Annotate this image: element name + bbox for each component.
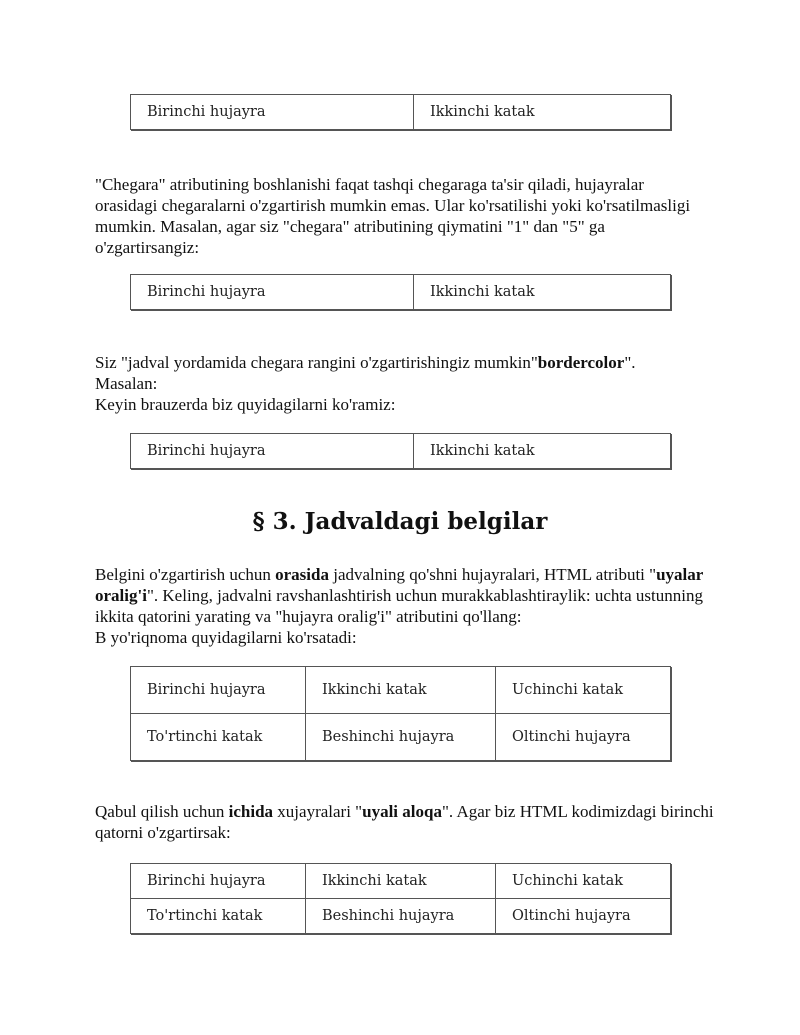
example-table-2	[130, 274, 671, 310]
table-row	[131, 899, 671, 934]
table-cell: Birinchi hujayra	[131, 275, 414, 310]
table-cell: Ikkinchi katak	[414, 275, 671, 310]
paragraph-border-attribute: "Chegara" atributining boshlanishi faqat tashqi chegaraga ta'sir qiladi, hujayralar orasidagi chegaralarni o'zgartirish mumkin emas. Ular ko'rsatilishi yoki ko'rsatilmasligi mumkin. Masalan, agar siz "chegara" atributining qiymatini "1" dan "5" ga o'zgartirsangiz:	[95, 175, 691, 257]
table-cell: Uchinchi katak	[496, 864, 671, 899]
table-cell: Uchinchi katak	[496, 667, 671, 714]
example-table-4	[130, 666, 671, 761]
table-row	[131, 864, 671, 899]
table-cell: Birinchi hujayra	[131, 434, 414, 469]
table-cell: Ikkinchi katak	[414, 434, 671, 469]
section-heading: § 3. Jadvaldagi belgilar	[252, 508, 548, 535]
table-cell: To'rtinchi katak	[131, 714, 306, 761]
table-cell: Oltinchi hujayra	[496, 714, 671, 761]
table-cell: Oltinchi hujayra	[496, 899, 671, 934]
example-table-3	[130, 433, 671, 469]
table-row	[131, 434, 671, 469]
paragraph-cellpadding: Qabul qilish uchun ichida xujayralari "uyali aloqa". Agar biz HTML kodimizdagi birinchi qatorni o'zgartirsak:	[95, 802, 714, 842]
table-cell: Ikkinchi katak	[306, 864, 496, 899]
table-cell: Ikkinchi katak	[414, 95, 671, 130]
table-cell: Birinchi hujayra	[131, 864, 306, 899]
table-cell: Birinchi hujayra	[131, 95, 414, 130]
bold-term: bordercolor	[537, 353, 625, 372]
table-cell: Beshinchi hujayra	[306, 714, 496, 761]
table-row	[131, 275, 671, 310]
example-table-1	[130, 94, 671, 130]
table-cell: Birinchi hujayra	[131, 667, 306, 714]
table-cell: To'rtinchi katak	[131, 899, 306, 934]
table-cell: Beshinchi hujayra	[306, 899, 496, 934]
bold-term: orasida	[275, 565, 329, 584]
paragraph-bordercolor: Siz "jadval yordamida chegara rangini o'zgartirishingiz mumkin"bordercolor". Masalan: Keyin brauzerda biz quyidagilarni ko'ramiz:	[95, 353, 636, 414]
table-row	[131, 95, 671, 130]
table-cell: Ikkinchi katak	[306, 667, 496, 714]
example-table-5	[130, 863, 671, 934]
bold-term: uyali aloqa	[362, 802, 442, 821]
bold-term: ichida	[228, 802, 274, 821]
paragraph-cellspacing: Belgini o'zgartirish uchun orasida jadvalning qo'shni hujayralari, HTML atributi "uyalar oralig'i". Keling, jadvalni ravshanlashtirish uchun murakkablashtiraylik: uchta ustunning ikkita qatorini yarating va "hujayra oralig'i" atributini qo'llang: B yo'riqnoma quyidagilarni ko'rsatadi:	[95, 565, 703, 647]
bold-term: uyalar oralig'i	[95, 565, 703, 605]
table-row	[131, 667, 671, 714]
table-row	[131, 714, 671, 761]
